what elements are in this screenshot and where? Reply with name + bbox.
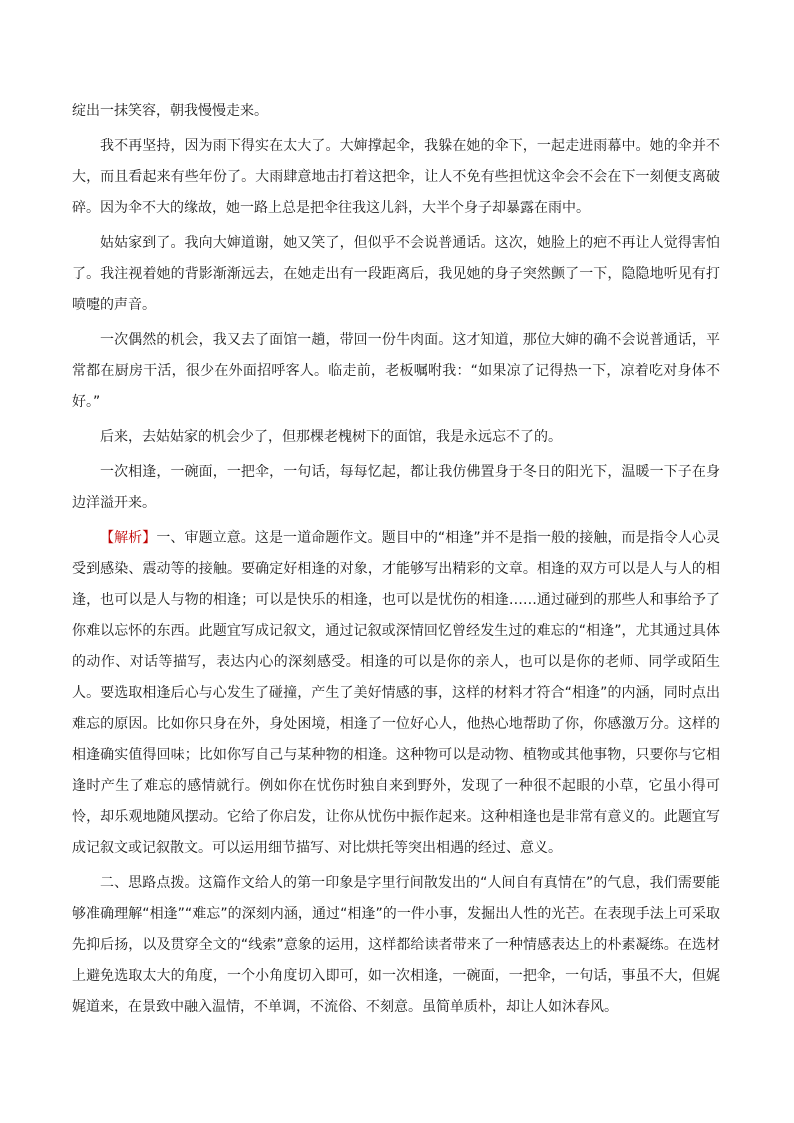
essay-paragraph-4: 后来，去姑姑家的机会少了，但那棵老槐树下的面馆，我是永远忘不了的。	[100, 429, 562, 445]
essay-paragraph-3: 一次偶然的机会，我又去了面馆一趟，带回一份牛肉面。这才知道，那位大婶的确不会说普通话，平常都在厨房干活，很少在外面招呼客人。临走前，老板嘱咐我：“如果凉了记得热一下，凉着吃对身体不好。”	[72, 332, 720, 410]
essay-paragraph-2: 姑姑家到了。我向大婶道谢，她又笑了，但似乎不会说普通话。这次，她脸上的疤不再让人觉得害怕了。我注视着她的背影渐渐远去，在她走出有一段距离后，我见她的身子突然颤了一下，隐隐地听见有打喷嚏的声音。	[72, 235, 720, 313]
document-body	[72, 96, 720, 1023]
analysis-paragraph-2: 二、思路点拨。这篇作文给人的第一印象是字里行间散发出的“人间自有真情在”的气息，我们需要能够准确理解“相逢”“难忘”的深刻内涵，通过“相逢”的一件小事，发掘出人性的光芒。在表现手法上可采取先抑后扬，以及贯穿全文的“线索”意象的运用，这样都给读者带来了一种情感表达上的朴素凝练。在选材上避免选取太大的角度，一个小角度切入即可，如一次相逢，一碗面，一把伞，一句话，事虽不大，但娓娓道来，在景致中融入温情，不单调，不流俗、不刻意。虽简单质朴，却让人如沐春风。	[72, 875, 720, 1015]
essay-paragraph-1: 我不再坚持，因为雨下得实在太大了。大婶撑起伞，我躲在她的伞下，一起走进雨幕中。她的伞并不大，而且看起来有些年份了。大雨肆意地击打着这把伞，让人不免有些担忧这伞会不会在下一刻便支离破碎。因为伞不大的缘故，她一路上总是把伞往我这儿斜，大半个身子却暴露在雨中。	[72, 138, 720, 216]
analysis-paragraph-1	[72, 523, 720, 864]
analysis-tag: 【解析】	[100, 530, 157, 546]
essay-paragraph-0: 绽出一抹笑容，朝我慢慢走来。	[72, 103, 268, 119]
essay-paragraph-5: 一次相逢，一碗面，一把伞，一句话，每每忆起，都让我仿佛置身于冬日的阳光下，温暖一下子在身边洋溢开来。	[72, 464, 720, 511]
analysis-text-1: 一、审题立意。这是一道命题作文。题目中的“相逢”并不是指一般的接触，而是指令人心灵受到感染、震动等的接触。要确定好相逢的对象，才能够写出精彩的文章。相逢的双方可以是人与人的相逢，也可以是人与物的相逢；可以是快乐的相逢，也可以是忧伤的相逢……通过碰到的那些人和事给予了你难以忘怀的东西。此题宜写成记叙文，通过记叙或深情回忆曾经发生过的难忘的“相逢”，尤其通过具体的动作、对话等描写，表达内心的深刻感受。相逢的可以是你的亲人，也可以是你的老师、同学或陌生人。要选取相逢后心与心发生了碰撞，产生了美好情感的事，这样的材料才符合“相逢”的内涵，同时点出难忘的原因。比如你只身在外，身处困境，相逢了一位好心人，他热心地帮助了你，你感激万分。这样的相逢确实值得回味；比如你写自己与某种物的相逢。这种物可以是动物、植物或其他事物，只要你与它相逢时产生了难忘的感情就行。例如你在忧伤时独自来到野外，发现了一种很不起眼的小草，它虽小得可怜，却乐观地随风摆动。它给了你启发，让你从忧伤中振作起来。这种相逢也是非常有意义的。此题宜写成记叙文或记叙散文。可以运用细节描写、对比烘托等突出相遇的经过、意义。	[72, 530, 720, 856]
